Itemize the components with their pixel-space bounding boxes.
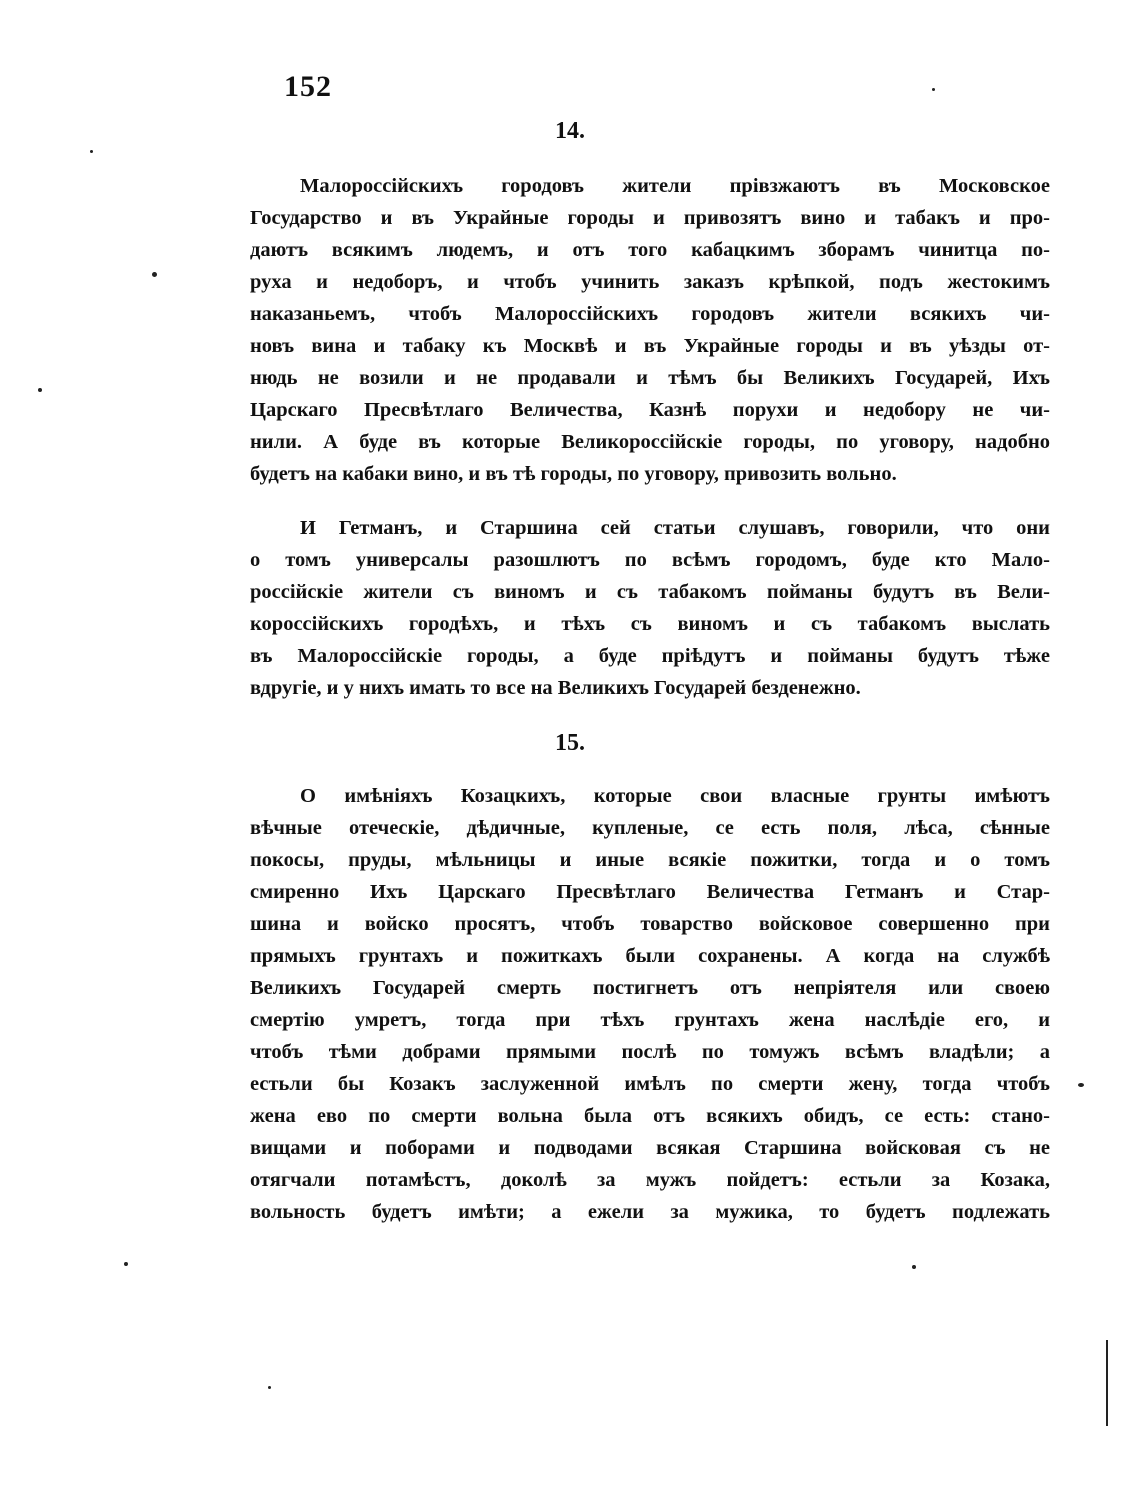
scan-speck (932, 88, 935, 91)
text-line: покосы, пруды, мѣльницы и иные всякіе пожитки, тогда и о томъ (250, 849, 1050, 871)
text-line: россійскіе жители съ виномъ и съ табакомъ пойманы будутъ въ Вели- (250, 581, 1050, 603)
text-line: нюдь не возили и не продавали и тѣмъ бы Великихъ Государей, Ихъ (250, 367, 1050, 389)
text-line: И Гетманъ, и Старшина сей статьи слушавъ, говорили, что они (300, 517, 1050, 539)
text-line: короссійскихъ городѣхъ, и тѣхъ съ виномъ и съ табакомъ выслать (250, 613, 1050, 635)
text-line: О имѣніяхъ Козацкихъ, которые свои власные грунты имѣютъ (300, 785, 1050, 807)
text-line: Царскаго Пресвѣтлаго Величества, Казнѣ порухи и недобору не чи- (250, 399, 1050, 421)
scan-speck (90, 150, 93, 153)
text-line: Великихъ Государей смерть постигнетъ отъ непріятеля или своею (250, 977, 1050, 999)
text-line: нили. А буде въ которые Великороссійскіе городы, по уговору, надобно (250, 431, 1050, 453)
text-line: наказаньемъ, чтобъ Малороссійскихъ городовъ жители всякихъ чи- (250, 303, 1050, 325)
scan-speck (912, 1265, 916, 1269)
text-line: въ Малороссійскіе городы, а буде пріѣдутъ и пойманы будутъ тѣже (250, 645, 1050, 667)
margin-mark (1106, 1340, 1108, 1426)
text-line: естьли бы Козакъ заслуженной имѣлъ по смерти жену, тогда чтобъ (250, 1073, 1050, 1095)
text-line: вѣчные отеческіе, дѣдичные, купленые, се есть поля, лѣса, сѣнные (250, 817, 1050, 839)
text-line: руха и недоборъ, и чтобъ учинить заказъ крѣпкой, подъ жестокимъ (250, 271, 1050, 293)
text-line: новъ вина и табаку къ Москвѣ и въ Украйные городы и въ уѣзды от- (250, 335, 1050, 357)
scan-speck (152, 272, 157, 277)
paragraph-15-1 (250, 780, 1050, 1228)
page-number: 152 (284, 70, 332, 103)
section-number-15: 15. (555, 730, 585, 756)
text-line: вольность будетъ имѣти; а ежели за мужика, то будетъ подлежать (250, 1201, 1050, 1223)
scan-speck (268, 1386, 271, 1389)
text-line: будетъ на кабаки вино, и въ тѣ городы, по уговору, привозить вольно. (250, 463, 897, 485)
text-line: чтобъ тѣми добрами прямыми послѣ по томужъ всѣмъ владѣли; а (250, 1041, 1050, 1063)
scan-speck (1078, 1083, 1084, 1087)
text-line: Государство и въ Украйные городы и привозятъ вино и табакъ и про- (250, 207, 1050, 229)
paragraph-14-1 (250, 170, 1050, 490)
text-line: о томъ универсалы разошлютъ по всѣмъ городомъ, буде кто Мало- (250, 549, 1050, 571)
text-line: шина и войско просятъ, чтобъ товарство войсковое совершенно при (250, 913, 1050, 935)
scan-speck (38, 388, 42, 392)
text-line: жена ево по смерти вольна была отъ всякихъ обидъ, се есть: стано- (250, 1105, 1050, 1127)
text-line: вищами и поборами и подводами всякая Старшина войсковая съ не (250, 1137, 1050, 1159)
text-line: Малороссійскихъ городовъ жители прівзжаютъ въ Московское (300, 175, 1050, 197)
text-line: смертію умретъ, тогда при тѣхъ грунтахъ жена наслѣдіе его, и (250, 1009, 1050, 1031)
section-number-14: 14. (555, 118, 585, 144)
text-line: вдругіе, и у нихъ имать то все на Великихъ Государей безденежно. (250, 677, 861, 699)
paragraph-14-2 (250, 512, 1050, 704)
text-line: отягчали потамѣстъ, доколѣ за мужъ пойдетъ: естьли за Козака, (250, 1169, 1050, 1191)
text-line: даютъ всякимъ людемъ, и отъ того кабацкимъ зборамъ чинитца по- (250, 239, 1050, 261)
text-line: прямыхъ грунтахъ и пожиткахъ были сохранены. А когда на службѣ (250, 945, 1050, 967)
text-line: смиренно Ихъ Царскаго Пресвѣтлаго Величества Гетманъ и Стар- (250, 881, 1050, 903)
scan-speck (124, 1262, 128, 1266)
